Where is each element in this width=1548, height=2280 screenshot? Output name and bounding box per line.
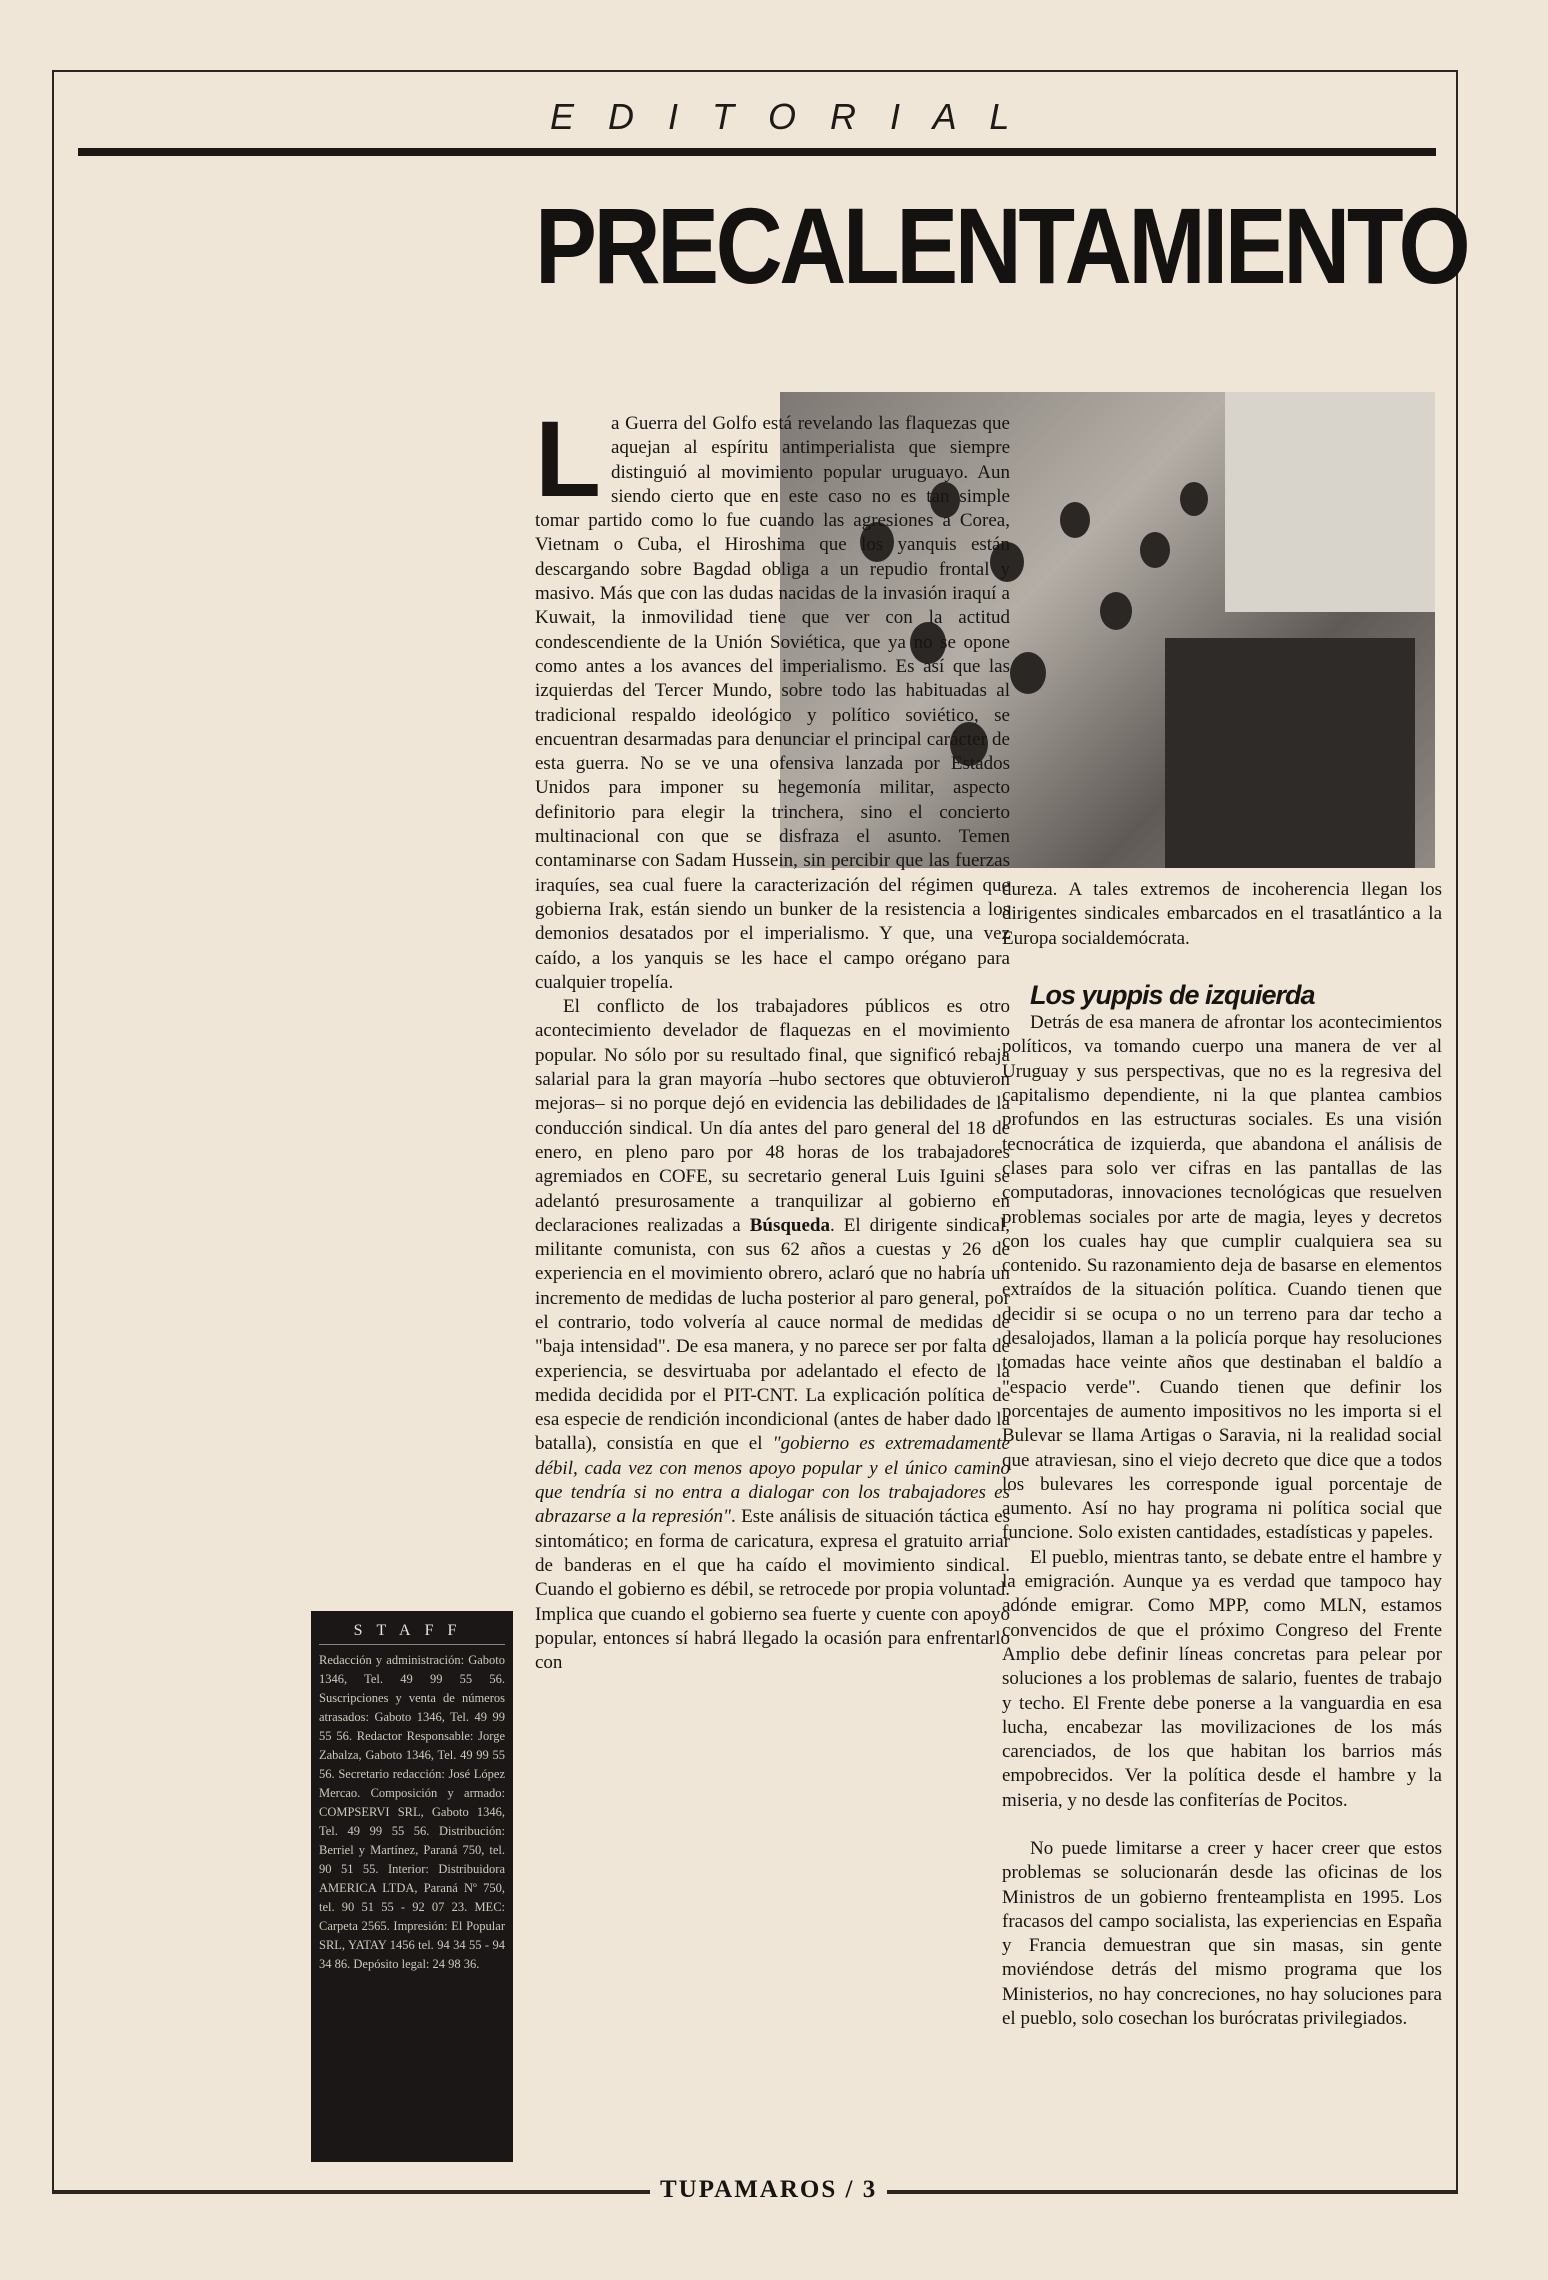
page-footer: TUPAMAROS / 3 <box>650 2176 887 2204</box>
header-rule <box>78 148 1436 156</box>
photo-child <box>1140 532 1170 568</box>
subheading: Los yuppis de izquierda <box>1030 979 1315 1010</box>
photo-child <box>1010 652 1046 694</box>
photo-desk <box>1165 638 1415 868</box>
photo-wall <box>1225 392 1435 612</box>
paragraph: Detrás de esa manera de afrontar los acontecimientos políticos, va tomando cuerpo una manera de ver al Uruguay y sus perspectivas, que no es la regresiva del capitalismo dependiente, ni la que plantea cambios profundos en las estructuras sociales. Es una visión tecnocrática de izquierda, que abandona el análisis de clases para solo ver cifras en las pantallas de las computadoras, innovaciones tecnológicas que resuelven problemas sociales por arte de magia, leyes y decretos con los cuales hay que cumplir cualquiera sea su contenido. Su razonamiento deja de basarse en elementos extraídos de la situación política. Cuando tienen que decidir si se ocupa o no un terreno para dar techo a desalojados, llaman a la policía porque hay resoluciones tomadas hace veinte años que destinaban el baldío a "espacio verde". Cuando tienen que definir los porcentajes de aumento impositivos no les importa si el Bulevar se llama Artigas o Saravia, ni la realidad social que atraviesan, sino el viejo decreto que dice que a todos los bulevares les corresponde igual porcentaje de aumento. Así no hay programa ni política social que funcione. Solo existen cantidades, estadísticas y papeles. <box>1002 1012 1442 1544</box>
column-left <box>535 398 1010 1675</box>
photo-child <box>1100 592 1132 630</box>
staff-title: STAFF <box>319 1621 505 1645</box>
paragraph: El conflicto de los trabajadores públicos es otro acontecimiento develador de flaquezas en el movimiento popular. No sólo por su resultado final, que significó rebaja salarial para la gran mayoría –hubo sectores que obtuvieron mejoras– si no porque dejó en evidencia las debilidades de la conducción sindical. Un día antes del paro general del 18 de enero, en pleno paro por 48 horas de los trabajadores agremiados en COFE, su secretario general Luis Iguini se adelantó presurosamente a tranquilizar al gobierno en declaraciones realizadas a Búsqueda. El dirigente sindical, militante comunista, con sus 62 años a cuestas y 26 de experiencia en el movimiento obrero, aclaró que no habría un incremento de medidas de lucha posterior al paro general, por el contrario, todo volvería al cauce normal de medidas de "baja intensidad". De esa manera, y no parece ser por falta de experiencia, se desvirtuaba por adelantado el efecto de la medida decidida por el PIT-CNT. La explicación política de esa especie de rendición incondicional (antes de haber dado la batalla), consistía en que el "gobierno es extremadamente débil, cada vez con menos apoyo popular y el único camino que tendría si no entra a dialogar con los trabajadores es abrazarse a la represión". Este análisis de situación táctica es sintomático; en forma de caricatura, expresa el gratuito arriar de banderas en el que ha caído el movimiento sindical. Cuando el gobierno es débil, se retrocede por propia voluntad. Implica que cuando el gobierno sea fuerte y cuente con apoyo popular, entonces sí habrá llegado la ocasión para enfrentarlo con <box>535 996 1010 1674</box>
column-right <box>1002 878 1442 2031</box>
paragraph: No puede limitarse a creer y hacer creer que estos problemas se solucionarán desde las oficinas de los Ministros de un gobierno frenteamplista en 1995. Los fracasos del campo socialista, las experiencias en España y Francia demuestran que sin masas, sin gente moviéndose detrás del mismo programa que los Ministerios, no hay concreciones, no hay soluciones para el pueblo, solo cosechan los burócratas privilegiados. <box>1002 1837 1442 2030</box>
section-label: E D I T O R I A L <box>550 96 1022 137</box>
article-title: PRECALENTAMIENTO <box>535 185 1468 306</box>
drop-cap: L <box>535 398 601 519</box>
photo-child <box>1180 482 1208 516</box>
photo-child <box>1060 502 1090 538</box>
paragraph: dureza. A tales extremos de incoherencia llegan los dirigentes sindicales embarcados en el trasatlántico a la Europa socialdemócrata. <box>1002 879 1442 949</box>
paragraph: a Guerra del Golfo está revelando las flaquezas que aquejan al espíritu antimperialista que siempre distinguió al movimiento popular uruguayo. Aun siendo cierto que en este caso no es tan simple tomar partido como lo fue cuando las agresiones a Corea, Vietnam o Cuba, el Hiroshima que los yanquis están descargando sobre Bagdad obliga a un repudio frontal y masivo. Más que con las dudas nacidas de la invasión iraquí a Kuwait, la inmovilidad tiene que ver con la actitud condescendiente de la Unión Soviética, que ya no se opone como antes a los avances del imperialismo. Es así que las izquierdas del Tercer Mundo, sobre todo las habituadas al tradicional respaldo ideológico y político soviético, se encuentran desarmadas para denunciar el principal carácter de esta guerra. No se ve una ofensiva lanzada por Estados Unidos para imponer su hegemonía militar, aspecto definitorio para elegir la trinchera, sino el concierto multinacional con que se disfraza el asunto. Temen contaminarse con Sadam Hussein, sin percibir que las fuerzas iraquíes, sea cual fuere la caracterización del régimen que gobierna Irak, están siendo un bunker de la resistencia a los demonios desatados por el imperialismo. Y que, una vez caído, a los yanquis se les hace el campo orégano para cualquier tropelía. <box>535 413 1010 993</box>
paragraph: El pueblo, mientras tanto, se debate entre el hambre y la emigración. Aunque ya es verdad que tampoco hay adónde emigrar. Como MPP, como MLN, estamos convencidos de que el próximo Congreso del Frente Amplio debe definir líneas concretas para pelear por soluciones a los problemas de salario, fuentes de trabajo y techo. El Frente debe ponerse a la vanguardia en esa lucha, encabezar las movilizaciones de los más carenciados, de los que habitan los barrios más empobrecidos. Ver la política desde el hambre y la miseria, y no desde las confiterías de Pocitos. <box>1002 1546 1442 1811</box>
publication-name: Búsqueda <box>749 1214 831 1236</box>
staff-text: Redacción y administración: Gaboto 1346, Tel. 49 99 55 56. Suscripciones y venta de números atrasados: Gaboto 1346, Tel. 49 99 55 56. Redactor Responsable: Jorge Zabalza, Gaboto 1346, Tel. 49 99 55 56. Secretario redacción: José López Mercao. Composición y armado: COMPSERVI SRL, Gaboto 1346, Tel. 49 99 55 56. Distribución: Berriel y Martínez, Paraná 750, tel. 90 51 55. Interior: Distribuidora AMERICA LTDA, Paraná Nº 750, tel. 90 51 55 - 92 07 23. MEC: Carpeta 2565. Impresión: El Popular SRL, YATAY 1456 tel. 94 34 55 - 94 34 86. Depósito legal: 24 98 36. <box>319 1653 505 1971</box>
quote: "gobierno es extremadamente débil, cada vez con menos apoyo popular y el único camino que tendría si no entra a dialogar con los trabajadores es abrazarse a la represión" <box>535 1433 1010 1528</box>
staff-box <box>311 1611 513 2162</box>
